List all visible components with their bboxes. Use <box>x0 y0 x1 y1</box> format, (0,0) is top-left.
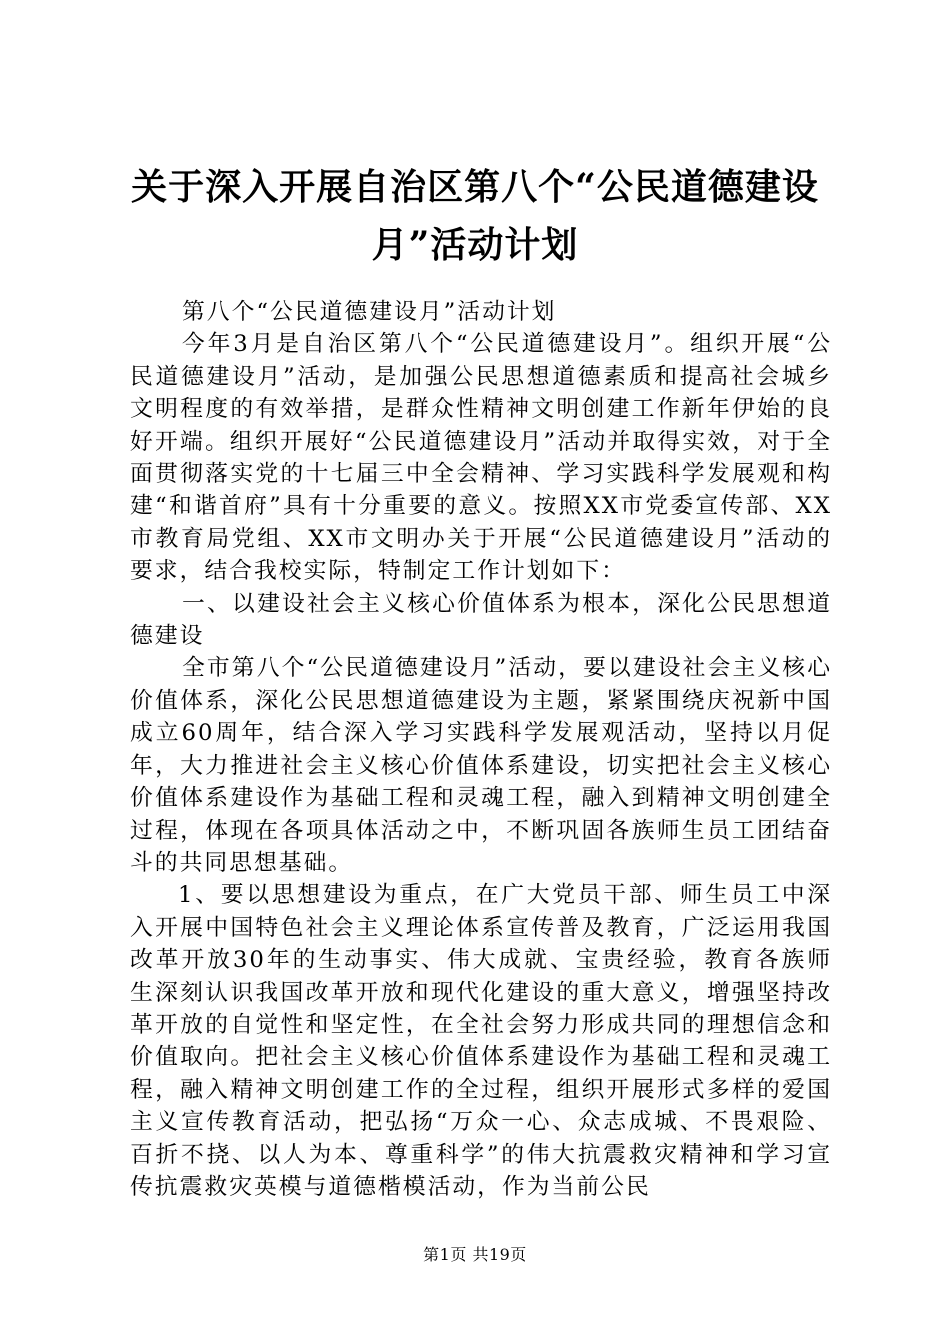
document-body <box>130 296 832 1203</box>
subtitle-paragraph: 第八个“公民道德建设月”活动计划 <box>182 299 557 325</box>
body-paragraph: 今年3月是自治区第八个“公民道德建设月”。组织开展“公民道德建设月”活动，是加强公民思想道德素质和提高社会城乡文明程度的有效举措，是群众性精神文明创建工作新年伊始的良好开端。组织开展好“公民道德建设月”活动并取得实效，对于全面贯彻落实党的十七届三中全会精神、学习实践科学发展观和构建“和谐首府”具有十分重要的意义。按照XX市党委宣传部、XX市教育局党组、XX市文明办关于开展“公民道德建设月”活动的要求，结合我校实际，特制定工作计划如下： <box>130 331 832 585</box>
body-paragraph: 1、要以思想建设为重点，在广大党员干部、师生员工中深入开展中国特色社会主义理论体系宣传普及教育，广泛运用我国改革开放30年的生动事实、伟大成就、宝贵经验，教育各族师生深刻认识我国改革开放和现代化建设的重大意义，增强坚持改革开放的自觉性和坚定性，在全社会努力形成共同的理想信念和价值取向。把社会主义核心价值体系建设作为基础工程和灵魂工程，融入精神文明创建工作的全过程，组织开展形式多样的爱国主义宣传教育活动，把弘扬“万众一心、众志成城、不畏艰险、百折不挠、以人为本、尊重科学”的伟大抗震救灾精神和学习宣传抗震救灾英模与道德楷模活动，作为当前公民 <box>130 882 832 1200</box>
section-heading: 一、以建设社会主义核心价值体系为根本，深化公民思想道德建设 <box>130 590 832 650</box>
page-number-footer: 第1页 共19页 <box>423 1245 527 1264</box>
document-title: 关于深入开展自治区第八个“公民道德建设月”活动计划 <box>131 166 819 266</box>
body-paragraph: 全市第八个“公民道德建设月”活动，要以建设社会主义核心价值体系，深化公民思想道德建设为主题，紧紧围绕庆祝新中国成立60周年，结合深入学习实践科学发展观活动，坚持以月促年，大力推进社会主义核心价值体系建设，切实把社会主义核心价值体系建设作为基础工程和灵魂工程，融入到精神文明创建全过程，体现在各项具体活动之中，不断巩固各族师生员工团结奋斗的共同思想基础。 <box>130 655 832 876</box>
